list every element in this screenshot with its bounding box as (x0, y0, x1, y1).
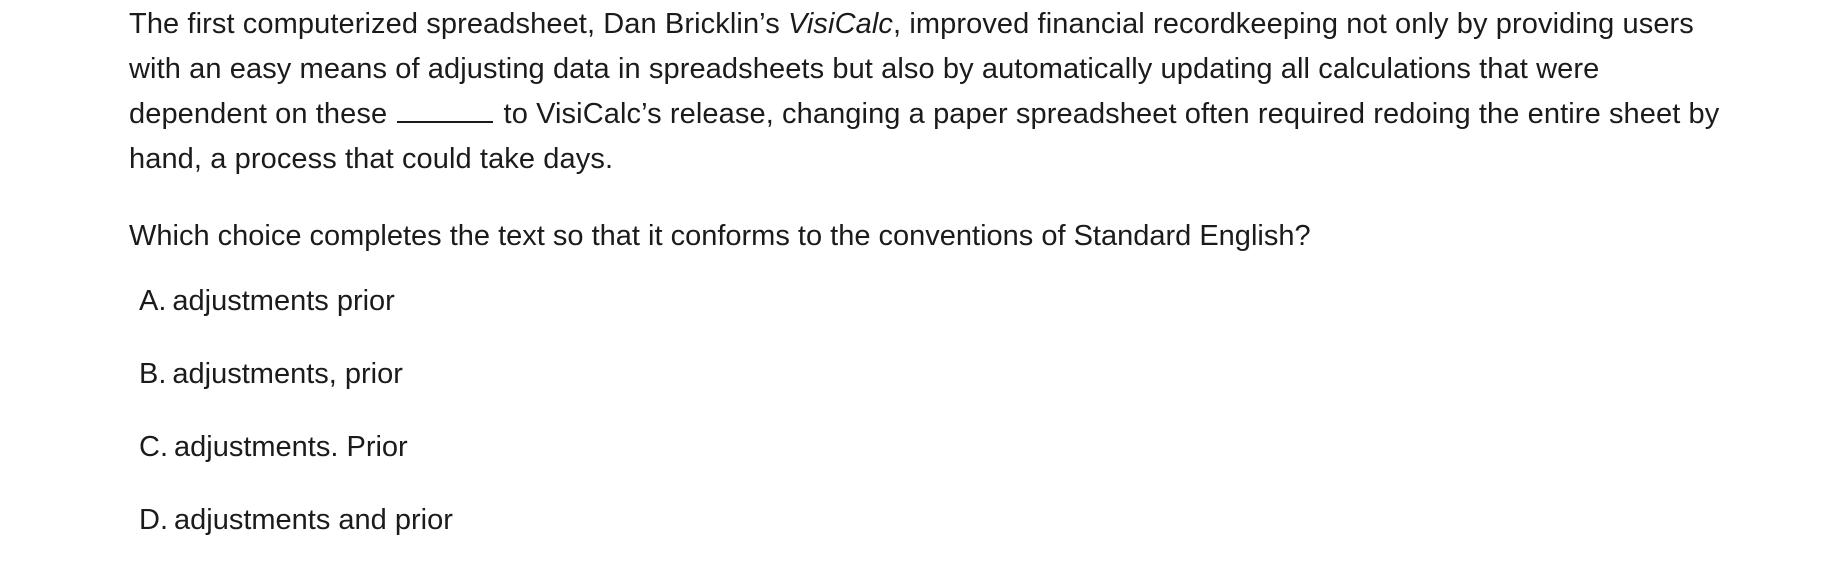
choice-text: adjustments and prior (174, 504, 453, 536)
choice-letter: A. (139, 285, 167, 317)
choice-c[interactable] (139, 425, 1729, 470)
choice-d[interactable] (139, 498, 1729, 543)
question-prompt: Which choice completes the text so that it conforms to the conventions of Standard English? (129, 220, 1311, 252)
choice-a[interactable] (139, 279, 1729, 324)
choice-text: adjustments prior (172, 285, 395, 317)
choice-letter: C. (139, 431, 168, 463)
italic-title: VisiCalc (787, 8, 893, 40)
passage-part-2: , improved financial recordkeeping not only by providing users with an easy means of adjusting data in spreadsheets but also by automatically updating all calculations that were dependent on these (129, 8, 1694, 130)
passage-text (129, 0, 1729, 182)
answer-blank (397, 120, 493, 123)
passage-part-3: to VisiCalc’s release, changing a paper spreadsheet often required redoing the entire sheet by hand, a process that could take days. (129, 98, 1720, 175)
choice-letter: B. (139, 358, 167, 390)
question-content (129, 0, 1729, 571)
choice-b[interactable] (139, 352, 1729, 397)
choice-text: adjustments. Prior (174, 431, 408, 463)
choice-text: adjustments, prior (172, 358, 403, 390)
choice-letter: D. (139, 504, 168, 536)
answer-choices (139, 279, 1729, 543)
passage-part-1: The first computerized spreadsheet, Dan Bricklin’s (129, 8, 788, 40)
